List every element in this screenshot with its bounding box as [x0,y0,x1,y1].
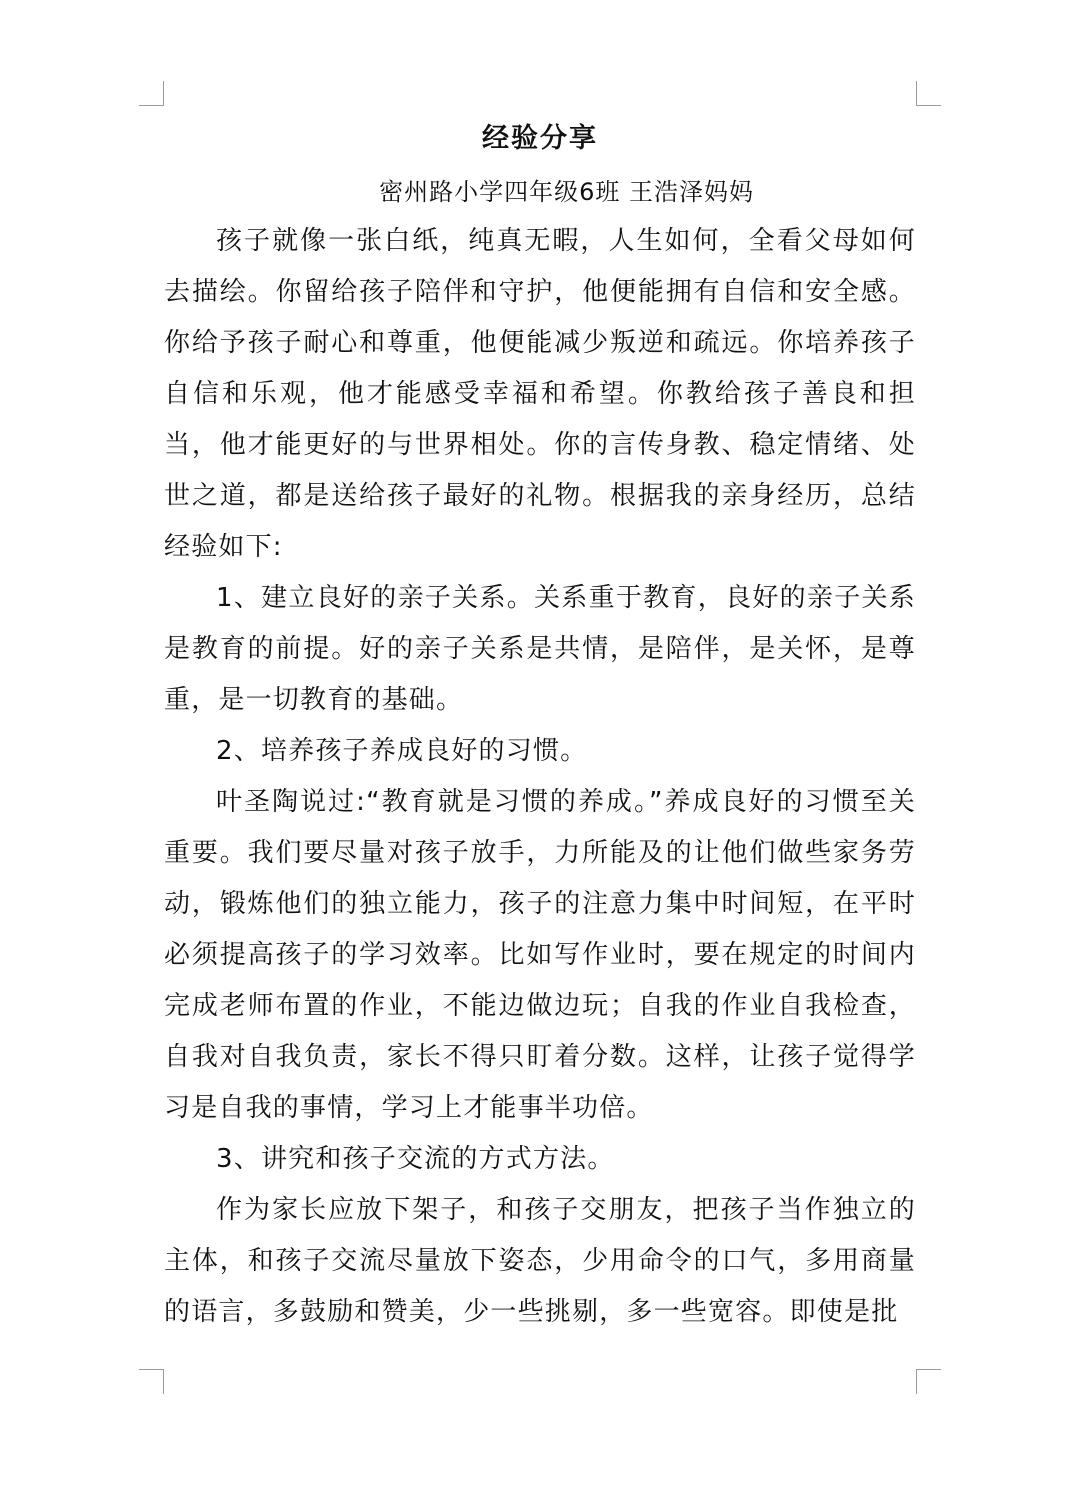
document-body [164,216,916,1338]
crop-mark-top-right [916,81,941,106]
author-line: 密州路小学四年级6班 王浩泽妈妈 [379,178,754,206]
paragraph-point-2-heading: 2、培养孩子养成良好的习惯。 [216,736,588,766]
paragraph-point-1: 1、建立良好的亲子关系。关系重于教育，良好的亲子关系是教育的前提。好的亲子关系是共情，是陪伴，是关怀，是尊重，是一切教育的基础。 [164,583,916,715]
paragraph-point-2-body: 叶圣陶说过:“教育就是习惯的养成。”养成良好的习惯至关重要。我们要尽量对孩子放手，力所能及的让他们做些家务劳动，锻炼他们的独立能力，孩子的注意力集中时间短，在平时必须提高孩子的学习效率。比如写作业时，要在规定的时间内完成老师布置的作业，不能边做边玩；自我的作业自我检查，自我对自我负责，家长不得只盯着分数。这样，让孩子觉得学习是自我的事情，学习上才能事半功倍。 [164,787,916,1123]
crop-mark-bottom-right [916,1369,941,1394]
paragraph-point-3-heading: 3、讲究和孩子交流的方式方法。 [216,1144,615,1174]
paragraph-intro: 孩子就像一张白纸，纯真无暇，人生如何，全看父母如何去描绘。你留给孩子陪伴和守护，他便能拥有自信和安全感。你给予孩子耐心和尊重，他便能减少叛逆和疏远。你培养孩子自信和乐观，他才能感受幸福和希望。你教给孩子善良和担当，他才能更好的与世界相处。你的言传身教、稳定情绪、处世之道，都是送给孩子最好的礼物。根据我的亲身经历，总结经验如下: [164,226,916,562]
crop-mark-top-left [139,81,164,106]
paragraph-point-3-body: 作为家长应放下架子，和孩子交朋友，把孩子当作独立的主体，和孩子交流尽量放下姿态，少用命令的口气，多用商量的语言，多鼓励和赞美，少一些挑剔，多一些宽容。即使是批 [164,1195,916,1327]
crop-mark-bottom-left [139,1369,164,1394]
document-title: 经验分享 [482,123,598,154]
